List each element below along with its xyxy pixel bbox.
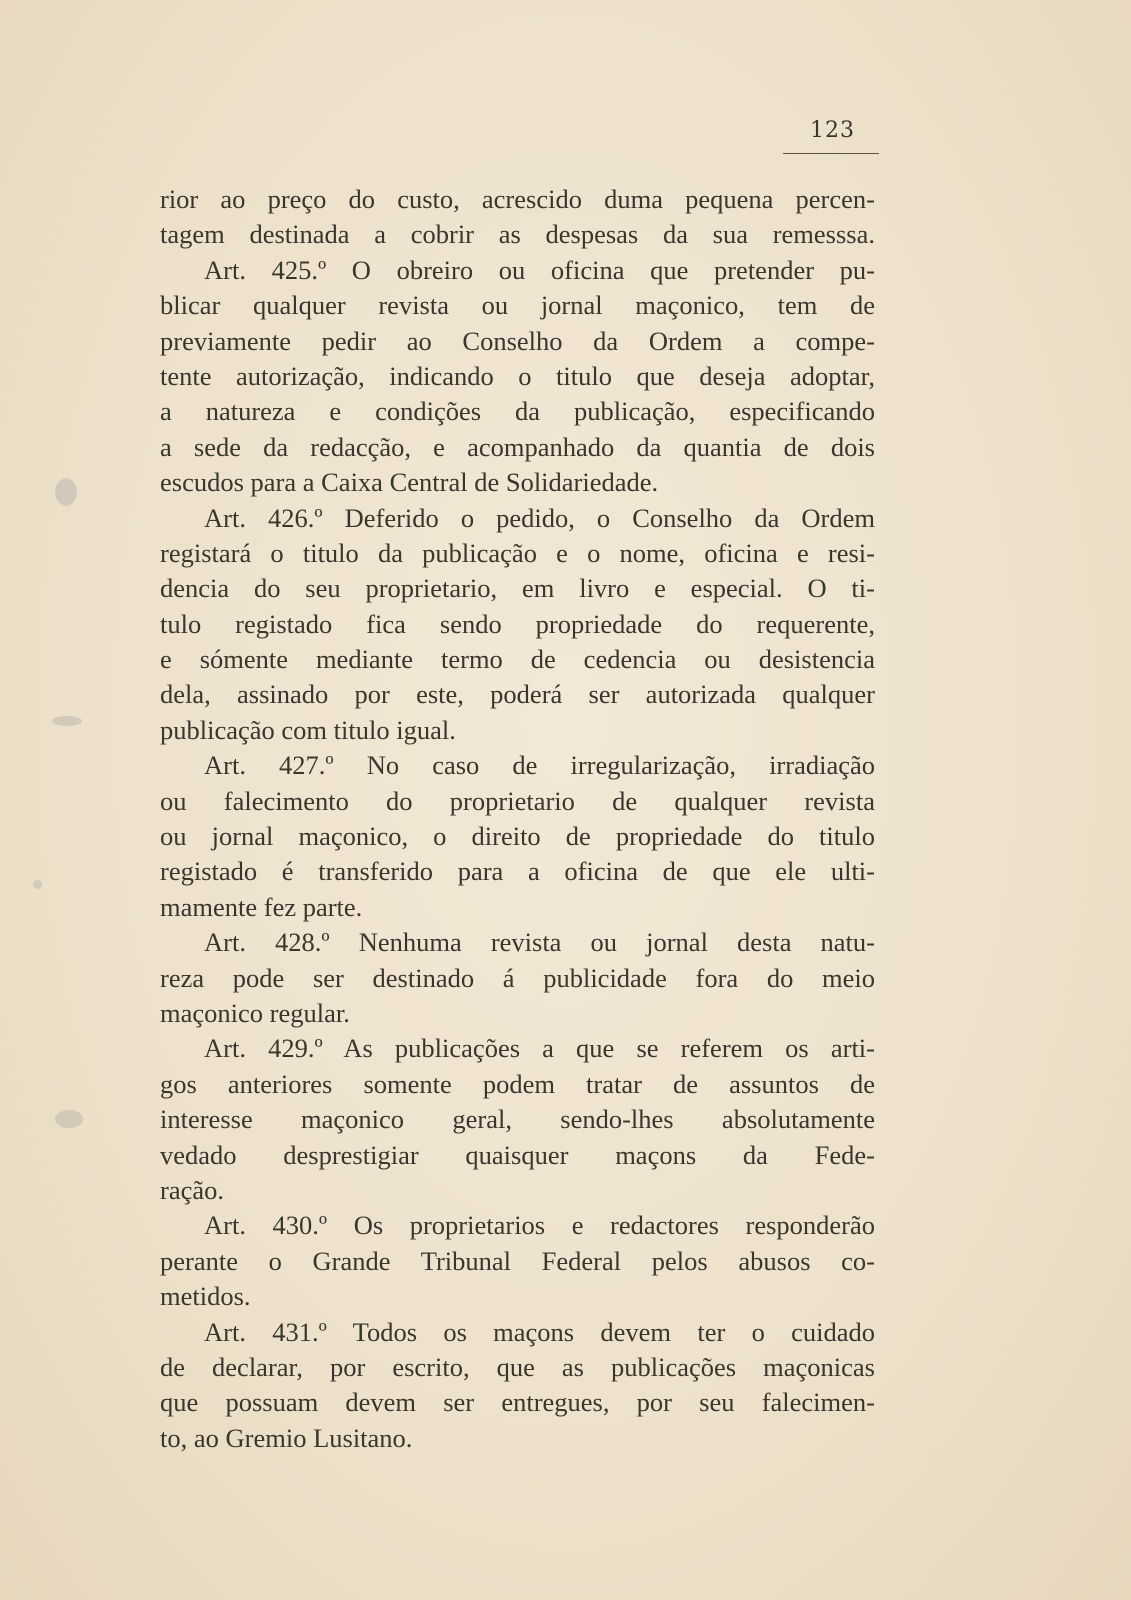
body-text <box>160 182 875 1456</box>
text-line: vedado desprestigiar quaisquer maçons da Fede- <box>160 1139 875 1170</box>
text-line: a natureza e condições da publicação, especificando <box>160 396 875 427</box>
text-line: gos anteriores somente podem tratar de assuntos de <box>160 1068 875 1099</box>
text-line: reza pode ser destinado á publicidade fora do meio <box>160 962 875 993</box>
text-line: to, ao Gremio Lusitano. <box>160 1422 413 1453</box>
text-line: que possuam devem ser entregues, por seu falecimen- <box>160 1387 875 1418</box>
text-line: Art. 430.º Os proprietarios e redactores responderão <box>204 1210 875 1241</box>
text-line: blicar qualquer revista ou jornal maçonico, tem de <box>160 290 875 321</box>
text-line: mamente fez parte. <box>160 891 363 922</box>
paper-stain <box>52 716 82 726</box>
text-line: registará o titulo da publicação e o nome, oficina e resi- <box>160 537 875 568</box>
text-line: Art. 429.º As publicações a que se referem os arti- <box>204 1033 875 1064</box>
text-line: ou jornal maçonico, o direito de propriedade do titulo <box>160 821 875 852</box>
text-line: Art. 427.º No caso de irregularização, irradiação <box>204 750 875 781</box>
text-line: previamente pedir ao Conselho da Ordem a compe- <box>160 325 875 356</box>
text-line: publicação com titulo igual. <box>160 714 456 745</box>
text-line: perante o Grande Tribunal Federal pelos abusos co- <box>160 1245 875 1276</box>
text-line: tulo registado fica sendo propriedade do requerente, <box>160 608 875 639</box>
text-line: Art. 426.º Deferido o pedido, o Conselho da Ordem <box>204 502 875 533</box>
text-line: dela, assinado por este, poderá ser autorizada qualquer <box>160 679 875 710</box>
text-line: registado é transferido para a oficina de que ele ulti- <box>160 856 875 887</box>
text-line: de declarar, por escrito, que as publicações maçonicas <box>160 1351 875 1382</box>
text-line: metidos. <box>160 1281 251 1312</box>
text-line: maçonico regular. <box>160 997 350 1028</box>
paper-stain <box>55 478 77 506</box>
paper-stain <box>55 1110 83 1128</box>
text-line: tagem destinada a cobrir as despesas da sua remesssa. <box>160 219 875 250</box>
text-line: escudos para a Caixa Central de Solidariedade. <box>160 467 659 498</box>
text-line: ou falecimento do proprietario de qualquer revista <box>160 785 875 816</box>
text-line: ração. <box>160 1174 224 1205</box>
text-line: tente autorização, indicando o titulo que deseja adoptar, <box>160 360 875 391</box>
text-line: Art. 428.º Nenhuma revista ou jornal desta natu- <box>204 927 875 958</box>
text-line: Art. 425.º O obreiro ou oficina que pretender pu- <box>204 254 875 285</box>
text-line: a sede da redacção, e acompanhado da quantia de dois <box>160 431 875 462</box>
paper-stain <box>33 880 42 889</box>
text-line: e sómente mediante termo de cedencia ou desistencia <box>160 644 875 675</box>
text-line: dencia do seu proprietario, em livro e especial. O ti- <box>160 573 875 604</box>
header-rule <box>783 153 879 154</box>
text-line: Art. 431.º Todos os maçons devem ter o cuidado <box>204 1316 875 1347</box>
text-line: rior ao preço do custo, acrescido duma pequena percen- <box>160 184 875 214</box>
page-number: 123 <box>810 118 855 143</box>
text-line: interesse maçonico geral, sendo-lhes absolutamente <box>160 1104 875 1135</box>
